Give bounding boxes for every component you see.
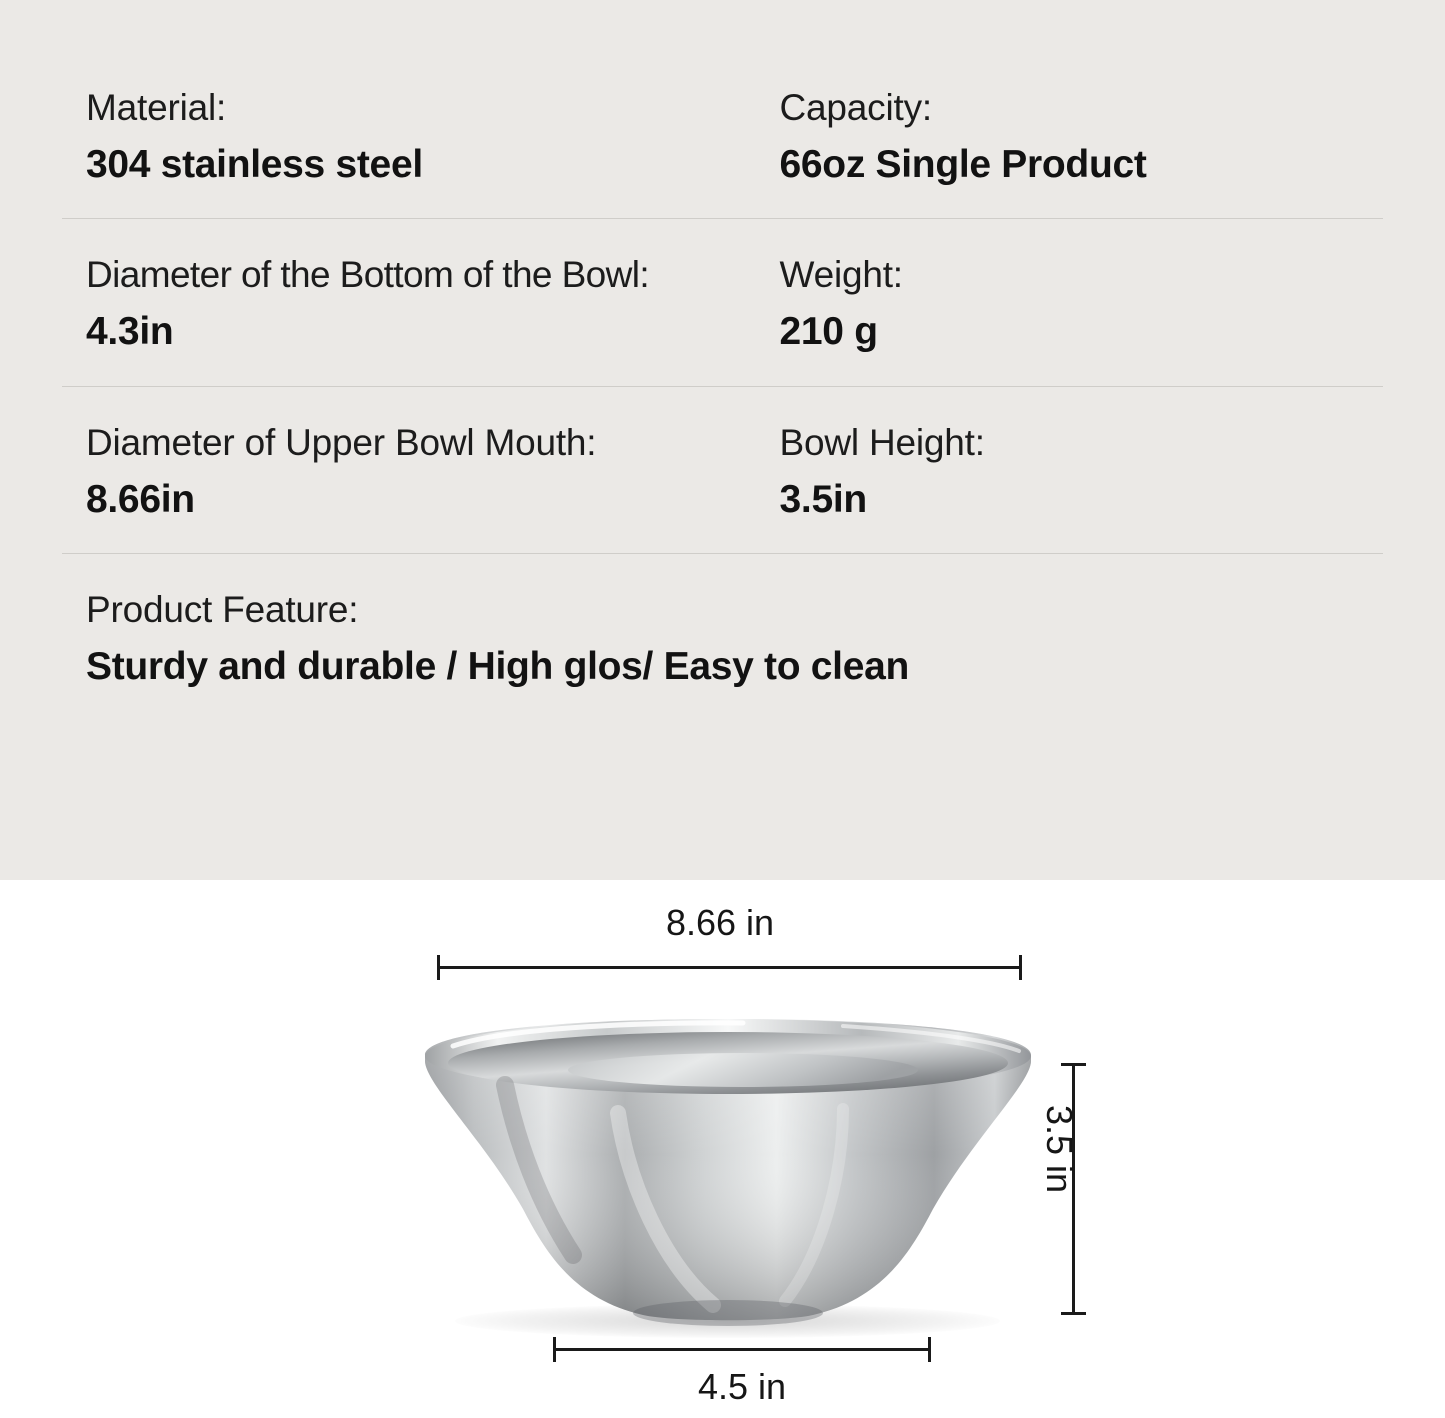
bottom-dimension-label: 4.5 in <box>697 1366 787 1407</box>
spec-cell-mouth-diameter <box>62 387 756 553</box>
spec-row <box>62 52 1383 218</box>
spec-value: 4.3in <box>86 310 174 354</box>
spec-label: Diameter of the Bottom of the Bowl: <box>86 254 650 296</box>
bowl-illustration <box>413 1013 1043 1331</box>
top-dimension-label: 8.66 in <box>665 902 775 943</box>
spec-label: Product Feature: <box>86 589 359 631</box>
top-dimension-arrow <box>437 966 1022 969</box>
spec-value: 8.66in <box>86 477 195 521</box>
spec-label: Diameter of Upper Bowl Mouth: <box>86 421 597 463</box>
product-dimension-diagram <box>0 880 1445 1418</box>
right-dimension-label: 3.5 in <box>1039 1105 1080 1194</box>
spec-row <box>62 386 1383 553</box>
spec-label: Capacity: <box>779 87 932 128</box>
spec-value: 66oz Single Product <box>779 142 1147 186</box>
spec-value: 210 g <box>779 310 878 354</box>
spec-cell-bottom-diameter <box>62 219 756 385</box>
spec-value: Sturdy and durable / High glos/ Easy to clean <box>86 645 910 689</box>
spec-cell-material <box>62 52 756 218</box>
bottom-dimension-arrow <box>553 1348 931 1351</box>
spec-value: 3.5in <box>779 477 867 521</box>
spec-label: Material: <box>86 87 227 128</box>
spec-cell-bowl-height <box>756 387 1383 553</box>
spec-row <box>62 218 1383 385</box>
spec-cell-product-feature <box>62 554 1383 720</box>
spec-row <box>62 553 1383 720</box>
spec-value: 304 stainless steel <box>86 142 423 186</box>
spec-cell-weight <box>756 219 1383 385</box>
spec-label: Weight: <box>779 254 903 296</box>
spec-cell-capacity <box>756 52 1383 218</box>
spec-label: Bowl Height: <box>779 421 985 463</box>
